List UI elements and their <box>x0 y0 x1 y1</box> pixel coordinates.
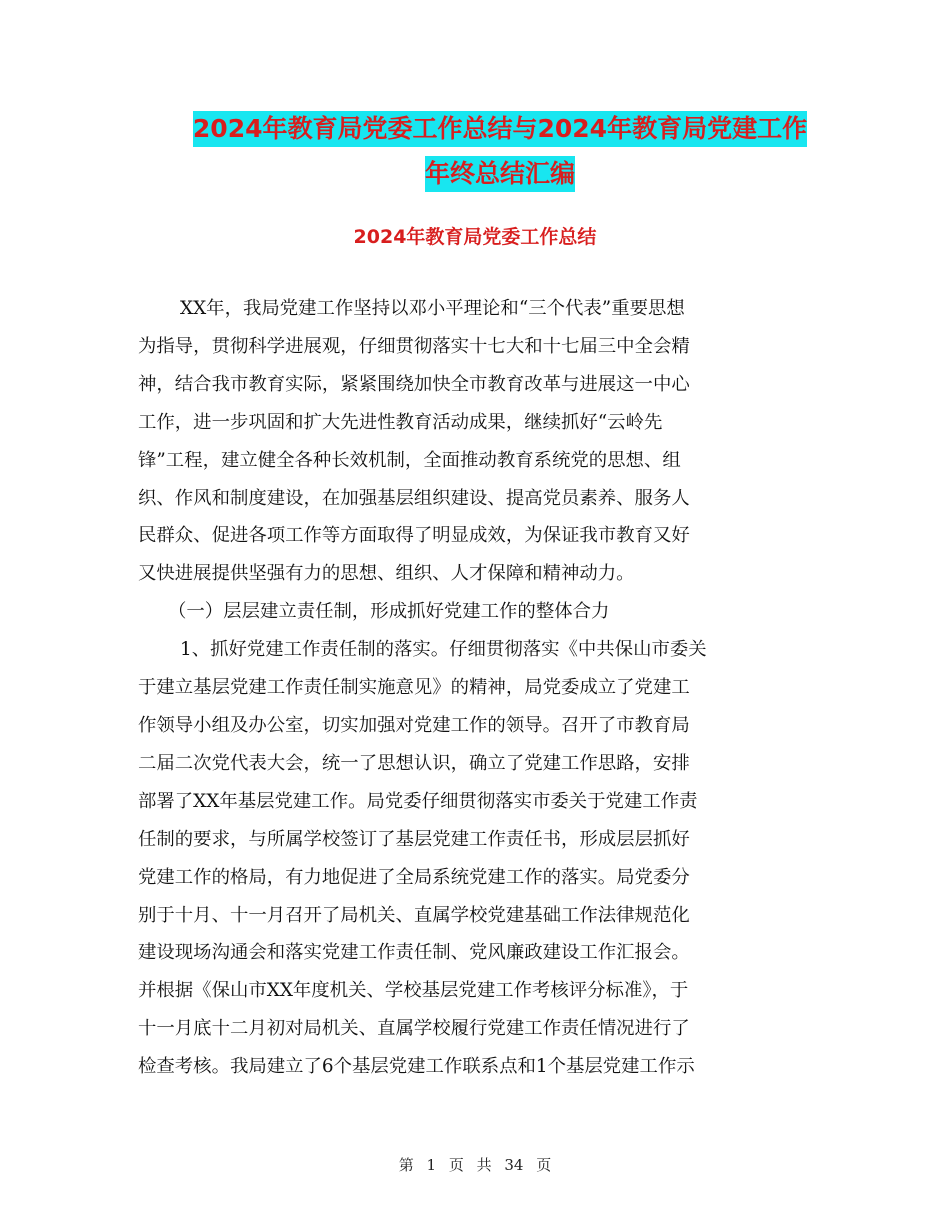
paragraph-line: 锋”工程，建立健全各种长效机制，全面推动教育系统党的思想、组 <box>138 449 681 471</box>
page-footer: 第 1 页 共 34 页 <box>398 1156 552 1174</box>
paragraph-line: 部署了XX年基层党建工作。局党委仔细贯彻落实市委关于党建工作责 <box>138 790 698 812</box>
paragraph-line: 二届二次党代表大会，统一了思想认识，确立了党建工作思路，安排 <box>138 752 690 774</box>
paragraph-line: 检查考核。我局建立了6个基层党建工作联系点和1个基层党建工作示 <box>138 1056 695 1078</box>
paragraph-line: 织、作风和制度建设，在加强基层组织建设、提高党员素养、服务人 <box>138 487 690 509</box>
paragraph-line: 作领导小组及办公室，切实加强对党建工作的领导。召开了市教育局 <box>138 714 690 736</box>
paragraph-line: 十一月底十二月初对局机关、直属学校履行党建工作责任情况进行了 <box>138 1018 690 1040</box>
paragraph-line: 民群众、促进各项工作等方面取得了明显成效，为保证我市教育又好 <box>138 525 690 547</box>
paragraph-line: 别于十月、十一月召开了局机关、直属学校党建基础工作法律规范化 <box>138 904 690 926</box>
document-title-line-2 <box>120 157 880 191</box>
paragraph-line: 党建工作的格局，有力地促进了全局系统党建工作的落实。局党委分 <box>138 866 690 888</box>
paragraph-line: 任制的要求，与所属学校签订了基层党建工作责任书，形成层层抓好 <box>138 828 690 850</box>
paragraph-line: XX年，我局党建工作坚持以邓小平理论和“三个代表”重要思想 <box>180 298 685 319</box>
title-highlight-1: 2024年教育局党委工作总结与2024年教育局党建工作 <box>193 111 807 147</box>
paragraph-line: 并根据《保山市XX年度机关、学校基层党建工作考核评分标准》，于 <box>138 980 689 1002</box>
paragraph-line: 又快进展提供坚强有力的思想、组织、人才保障和精神动力。 <box>138 563 635 585</box>
section-title: 2024年教育局党委工作总结 <box>353 226 597 248</box>
paragraph-line: 1、抓好党建工作责任制的落实。仔细贯彻落实《中共保山市委关 <box>180 639 707 661</box>
paragraph-line: 工作，进一步巩固和扩大先进性教育活动成果，继续抓好“云岭先 <box>138 411 663 433</box>
document-title-line-1 <box>120 112 880 146</box>
paragraph-line: 建设现场沟通会和落实党建工作责任制、党风廉政建设工作汇报会。 <box>138 942 690 964</box>
section-heading-1: （一）层层建立责任制，形成抓好党建工作的整体合力 <box>168 601 610 623</box>
paragraph-line: 神，结合我市教育实际，紧紧围绕加快全市教育改革与进展这一中心 <box>138 373 690 395</box>
paragraph-line: 为指导，贯彻科学进展观，仔细贯彻落实十七大和十七届三中全会精 <box>138 335 690 357</box>
body-text <box>138 290 818 1086</box>
title-highlight-2: 年终总结汇编 <box>425 156 575 192</box>
paragraph-line: 于建立基层党建工作责任制实施意见》的精神，局党委成立了党建工 <box>138 677 690 699</box>
